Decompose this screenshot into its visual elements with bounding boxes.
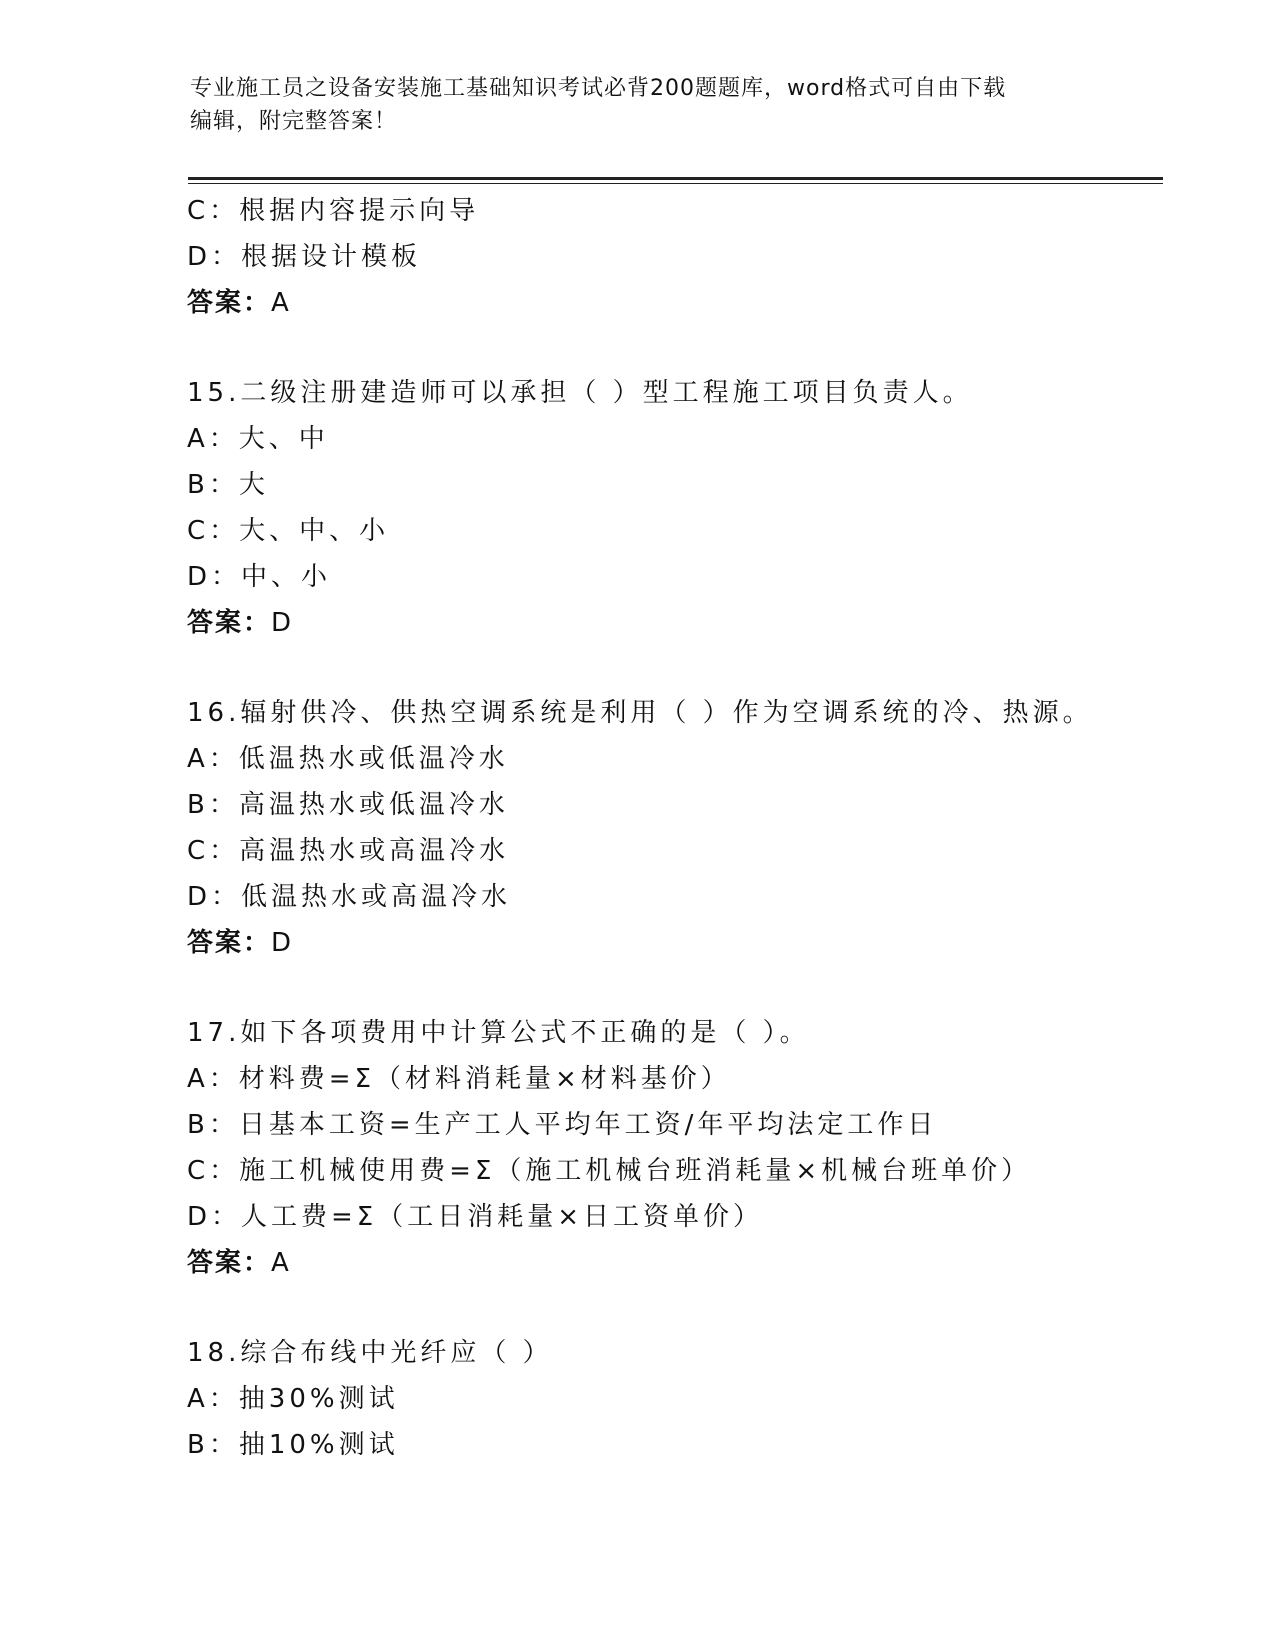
option-b: B：日基本工资=生产工人平均年工资/年平均法定工作日 (187, 1110, 938, 1140)
question-16 (187, 690, 1187, 966)
option-c: C：大、中、小 (187, 516, 390, 546)
option-a: A：大、中 (187, 424, 329, 454)
question-stem: 16.辐射供冷、供热空调系统是利用（ ）作为空调系统的冷、热源。 (187, 698, 1093, 728)
answer-line (187, 280, 1187, 326)
header-divider-thick (188, 177, 1163, 180)
header-divider-thin (188, 183, 1163, 184)
option-d: D：人工费=Σ（工日消耗量×日工资单价） (187, 1202, 764, 1232)
answer-line (187, 600, 1187, 646)
question-15 (187, 370, 1187, 646)
option-c: C：根据内容提示向导 (187, 196, 480, 226)
question-list (187, 188, 1187, 1468)
option-d: D：根据设计模板 (187, 242, 422, 272)
header-line-1: 专业施工员之设备安装施工基础知识考试必背200题题库，word格式可自由下载 (190, 76, 1007, 101)
option-b: B：抽10%测试 (187, 1430, 399, 1460)
question-18 (187, 1330, 1187, 1468)
question-partial-14 (187, 188, 1187, 326)
answer-line (187, 920, 1187, 966)
question-stem: 17.如下各项费用中计算公式不正确的是（ ）。 (187, 1018, 810, 1048)
answer-label: 答案： (187, 1248, 272, 1278)
answer-label: 答案： (187, 288, 272, 318)
option-d: D：低温热水或高温冷水 (187, 882, 512, 912)
option-d: D：中、小 (187, 562, 332, 592)
option-b: B：大 (187, 470, 269, 500)
answer-label: 答案： (187, 928, 272, 958)
option-a: A：材料费=Σ（材料消耗量×材料基价） (187, 1064, 731, 1094)
header-line-2: 编辑，附完整答案！ (190, 109, 398, 134)
option-c: C：施工机械使用费=Σ（施工机械台班消耗量×机械台班单价） (187, 1156, 1032, 1186)
document-header (190, 72, 1090, 138)
answer-value: A (271, 1248, 291, 1278)
answer-line (187, 1240, 1187, 1286)
question-17 (187, 1010, 1187, 1286)
option-c: C：高温热水或高温冷水 (187, 836, 510, 866)
option-b: B：高温热水或低温冷水 (187, 790, 509, 820)
option-a: A：抽30%测试 (187, 1384, 399, 1414)
question-stem: 18.综合布线中光纤应（ ） (187, 1338, 553, 1368)
answer-value: D (271, 928, 294, 958)
answer-label: 答案： (187, 608, 272, 638)
answer-value: D (271, 608, 294, 638)
question-stem: 15.二级注册建造师可以承担（ ）型工程施工项目负责人。 (187, 378, 973, 408)
option-a: A：低温热水或低温冷水 (187, 744, 509, 774)
answer-value: A (271, 288, 291, 318)
